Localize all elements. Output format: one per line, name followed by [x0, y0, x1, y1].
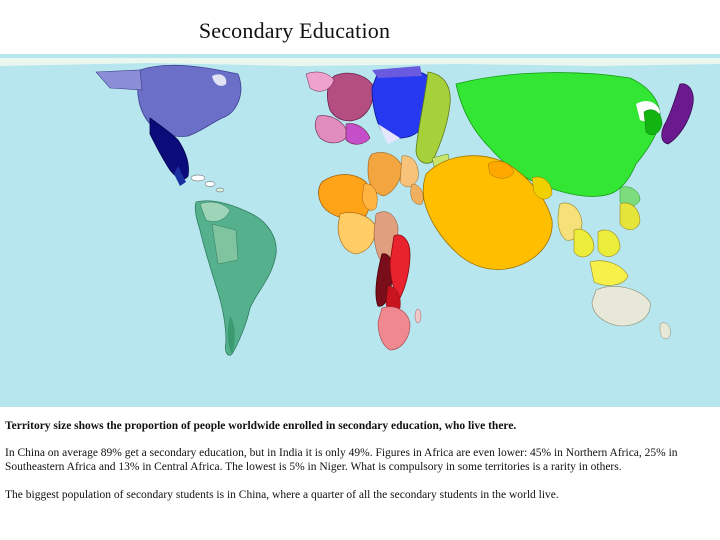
caption-paragraph-1: In China on average 89% get a secondary education, but in India it is only 49%. Figures in Africa are even lower: 45% in Northern Africa, 25% in Southeastern Africa and 13% in Central Africa. The lowest is 5% in Niger. What is compulsory in some territories is a rarity in others. [5, 447, 678, 473]
cartogram-map [0, 54, 720, 407]
caption-lead: Territory size shows the proportion of people worldwide enrolled in secondary education, who live there. [5, 420, 517, 432]
caption-paragraph-2: The biggest population of secondary students is in China, where a quarter of all the secondary students in the world live. [5, 489, 559, 501]
map-caption [5, 419, 710, 516]
map-title: Secondary Education [198, 18, 391, 43]
